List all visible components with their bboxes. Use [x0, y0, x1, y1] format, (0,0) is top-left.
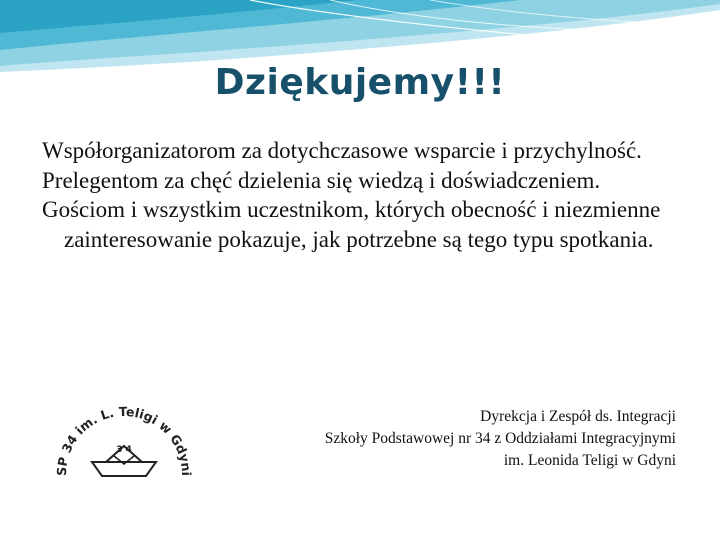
signature-block: [216, 406, 676, 472]
signature-line: Szkoły Podstawowej nr 34 z Oddziałami Integracyjnymi: [324, 430, 676, 447]
svg-text:3 4: 3 4: [116, 445, 132, 455]
thanks-paragraph: Gościom i wszystkim uczestnikom, których obecność i niezmienne zainteresowanie pokazuje, jak potrzebne są tego typu spotkania.: [42, 197, 661, 252]
thanks-list: [42, 136, 692, 254]
page-title: Dziękujemy!!!: [214, 62, 506, 103]
thanks-paragraph: Prelegentom za chęć dzielenia się wiedzą i doświadczeniem.: [42, 167, 601, 193]
svg-text:SP 34 im. L. Teligi w Gdyni: SP 34 im. L. Teligi w Gdyni: [53, 403, 195, 477]
school-logo: [44, 384, 204, 524]
signature-line: Dyrekcja i Zespół ds. Integracji: [480, 408, 676, 425]
thanks-paragraph: Współorganizatorom za dotychczasowe wsparcie i przychylność.: [42, 138, 642, 163]
signature-line: im. Leonida Teligi w Gdyni: [503, 452, 676, 469]
